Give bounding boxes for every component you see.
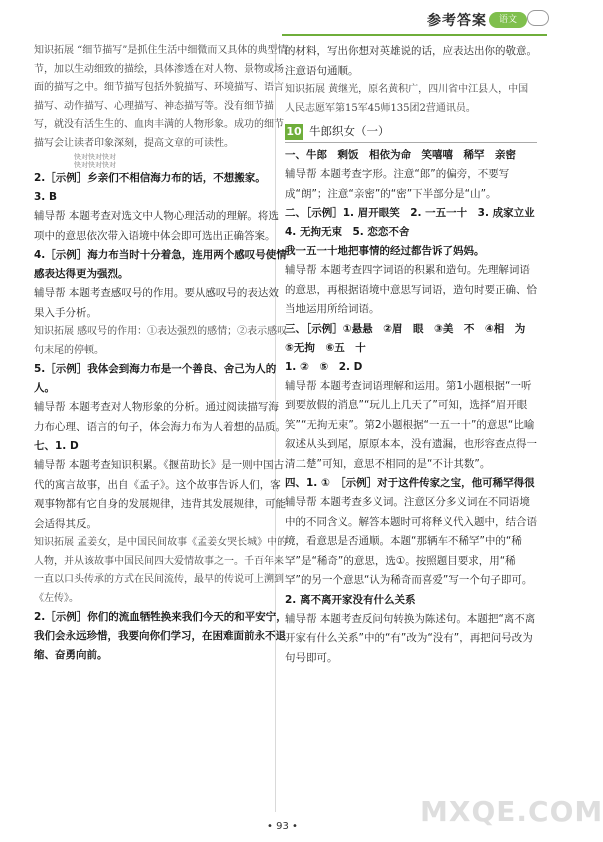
watermark-small-text: 快对快对快对 快对快对快对 [74,153,116,169]
answer-r3: 三、［示例］①悬悬 ②眉 眼 ③美 不 ④相 为 [285,322,526,335]
continued-text: 的材料，写出你想对英雄说的话，应表达出你的敬意。注意语句通顺。 [285,45,537,77]
answer-q3: 3. B [34,191,57,203]
tip-q4: 辅导帮 本题考查感叹号的作用。要从感叹号的表达效果入手分析。 [34,287,279,319]
answer-r4: 四、1. ① ［示例］对于这件传家之宝，他可稀罕得很 [285,477,535,489]
answer-r2b: 4. 无拘无束 5. 恋恋不舍 [285,226,410,238]
answer-q2: 2.［示例］乡亲们不相信海力布的话，不想搬家。 [34,172,266,184]
answer-q4: 4.［示例］海力布当时十分着急，连用两个感叹号使情感表达得更为强烈。 [34,249,287,280]
answer-r2: 二、［示例］1. 眉开眼笑 2. 一五一十 3. 成家立业 [285,207,535,219]
answer-r3b: ⑤无拘 ⑥五 十 [285,341,366,354]
tip-q3: 辅导帮 本题考查对选文中人物心理活动的理解。将选项中的意思依次带入语境中体会即可选出正确答案。 [34,210,279,242]
knowledge-note-q4: 知识拓展 感叹号的作用：①表达强烈的感情；②表示感叹句末尾的停顿。 [34,326,288,356]
tip-r2: 辅导帮 本题考查四字词语的积累和造句。先理解词语的意思，再根据语境中意思写词语，造句时要正确、恰当地运用所给词语。 [285,264,537,315]
answer-r3c: 1. ② ⑤ 2. D [285,360,363,373]
answer-q5: 5.［示例］我体会到海力布是一个善良、舍己为人的人。 [34,363,277,394]
tip-r1: 辅导帮 本题考查字形。注意“郎”的偏旁，不要写成“朗”；注意“亲密”的“密”下半部分是“山”。 [285,168,510,200]
tip-q7: 辅导帮 本题考查知识积累。《揠苗助长》是一则中国古代的寓言故事，出自《孟子》。这个故事告诉人们，客观事物都有它自身的发展规律，违背其发展规律，可能会适得其反。 [34,459,286,530]
answer-r2c: 我一五一十地把事情的经过都告诉了妈妈。 [285,245,485,257]
tip-q5: 辅导帮 本题考查对人物形象的分析。通过阅读描写海力布心理、语言的句子，体会海力布为人着想的品质。 [34,401,286,433]
answer-r1: 一、牛郎 剩饭 相依为命 笑嘻嘻 稀罕 亲密 [285,149,516,161]
tip-r3: 辅导帮 本题考查词语理解和运用。第1小题根据“一听到要放假的消息”“玩儿上几天了”可知，选择“眉开眼笑”“无拘无束”。第2小题根据“一五一十”的意思“比喻叙述从头到尾，原原本本，没有遗漏，也形容查点得一清二楚”可知，意思不相同的是“不计其数”。 [285,379,537,470]
right-column [285,42,537,668]
cloud-icon [527,10,549,26]
knowledge-note-right: 知识拓展 黄继光，原名黄积广，四川省中江县人，中国人民志愿军第15军45师135团2营通讯员。 [285,84,529,114]
answer-r4b: 2. 离不离开家没有什么关系 [285,593,416,606]
section-title: 牛郎织女（一） [309,124,390,139]
page-header [0,0,565,40]
knowledge-note-q7: 知识拓展 孟姜女，是中国民间故事《孟姜女哭长城》中的人物，并从该故事中国民间四大爱情故事之一。千百年来一直以口头传承的方式在民间流传，最早的传说可上溯到《左传》。 [34,537,288,604]
knowledge-note: 知识拓展 “细节描写”是抓住生活中细微而又具体的典型情节，加以生动细致的描绘，具体渗透在对人物、景物或场面的描写之中。细节描写包括外貌描写、环境描写、语言描写、动作描写、心理描写、神态描写等。没有细节描写，就没有活生生的、血肉丰满的人物形象。成功的细节描写会让读者印象深刻，提高文章的可读性。 [34,45,288,149]
section-number: 10 [286,125,302,138]
left-column [34,42,289,665]
section-heading [285,122,537,143]
tip-r4b: 辅导帮 本题考查反问句转换为陈述句。本题把“离不离开家有什么关系”中的“有”改为“没有”，再把问号改为句号即可。 [285,612,536,664]
header-title: 参考答案 [427,13,487,29]
answer-q7: 七、1. D [34,440,79,452]
page-number: • 93 • [267,821,298,832]
header-badge: 语文 [489,12,527,28]
answer-q7-2: 2.［示例］你们的流血牺牲换来我们今天的和平安宁，我们会永远珍惜，我要向你们学习，在困难面前永不退缩、奋勇向前。 [34,611,287,661]
tip-r4: 辅导帮 本题考查多义词。注意区分多义词在不同语境中的不同含义。解答本题时可将释义代入题中，结合语境，看意思是否通顺。本题“那辆车不稀罕”中的“稀罕”是“稀奇”的意思，选①。按照题目要求，用“稀罕”的另一个意思“认为稀奇而喜爱”写一个句子即可。 [285,496,537,586]
site-watermark: MXQE.COM [420,795,603,828]
header-rule [282,34,547,36]
